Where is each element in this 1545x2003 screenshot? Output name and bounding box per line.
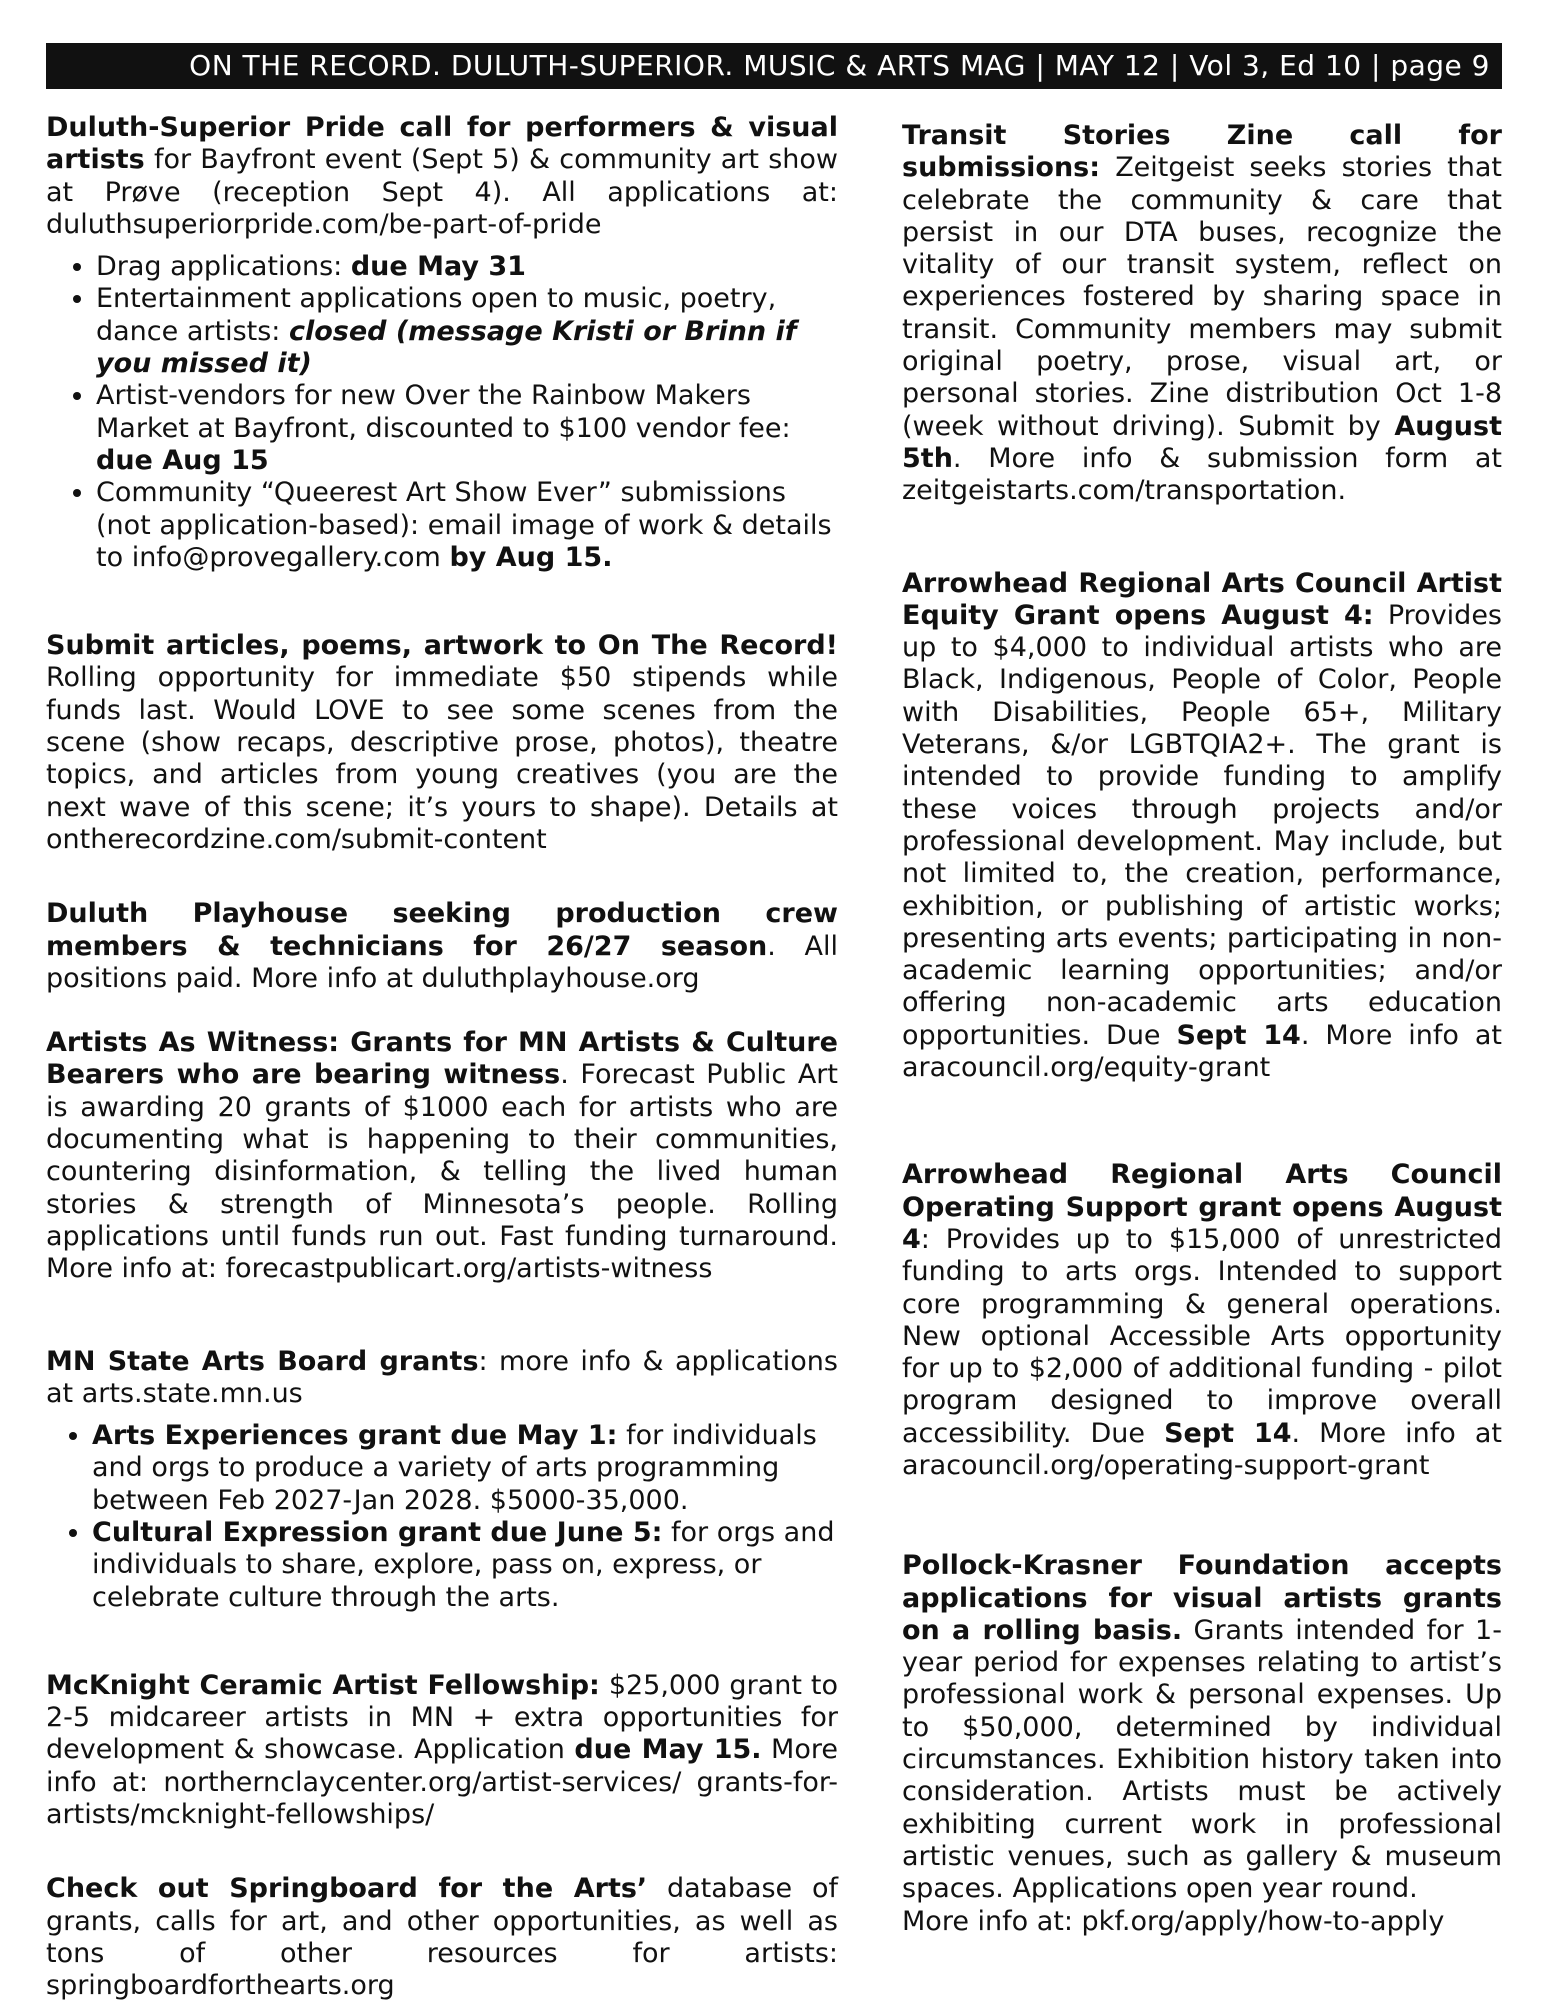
springboard-section xyxy=(46,1873,838,2002)
bullet-text: for individuals and orgs to produce a variety of arts programming between Feb 2027-Jan 2028. $5000-35,000. xyxy=(92,1420,817,1516)
pkf-body: Grants intended for 1-year period for expenses relating to artist’s professional work & personal expenses. Up to $50,000, determined by individual circumstances. Exhibition history taken into consideration. Artists must be actively exhibiting current work in professional artistic venues, such as gallery & museum spaces. Applications open year round. xyxy=(902,1614,1502,1905)
mcknight-body: $25,000 grant to 2-5 midcareer artists in MN + extra opportunities for development & showcase. Application xyxy=(46,1669,838,1766)
list-item xyxy=(96,477,838,574)
playhouse-heading: Duluth Playhouse seeking production crew members & technicians for 26/27 season xyxy=(46,898,838,962)
mcknight-section xyxy=(46,1670,838,1831)
transit-heading: Transit Stories Zine call for submissions: xyxy=(902,120,1502,184)
list-item xyxy=(92,1517,838,1614)
pride-heading: Duluth-Superior Pride call for performers & visual artists xyxy=(46,112,838,176)
witness-body: . Forecast Public Art is awarding 20 grants of $1000 each for artists who are documenting what is happening to their communities, countering disinformation, & telling the lived human stories & strength of Minnesota’s people. Rolling applications until funds run out. Fast funding turnaround. More info at: forecastpublicart.org/artists-witness xyxy=(46,1059,838,1285)
pride-section xyxy=(46,112,838,574)
otr-body: Rolling opportunity for immediate $50 stipends while funds last. Would LOVE to see some scenes from the scene (show recaps, descriptive prose, photos), theatre topics, and articles from young creatives (you are the next wave of this scene; it’s yours to shape). Details at ontherecordzine.com/submit-content xyxy=(46,662,838,855)
bullet-heading: Arts Experiences grant due May 1: xyxy=(92,1420,618,1452)
left-column xyxy=(46,112,838,2003)
operating-section xyxy=(902,1159,1502,1482)
bullet-text: Drag applications: xyxy=(96,251,351,283)
bullet-heading: Cultural Expression grant due June 5: xyxy=(92,1516,663,1548)
list-item xyxy=(96,380,838,477)
springboard-heading: Check out Springboard for the Arts’ xyxy=(46,1873,648,1905)
bullet-text: for orgs and individuals to share, explore, pass on, express, or celebrate culture through the arts. xyxy=(92,1516,835,1613)
msab-paragraph xyxy=(46,1346,838,1411)
equity-more-info: . More info at aracouncil.org/equity-grant xyxy=(902,1019,1502,1084)
bullet-deadline: due May 31 xyxy=(350,251,526,283)
list-item xyxy=(92,1420,838,1517)
bullet-deadline: closed (message Kristi or Brinn if you missed it) xyxy=(96,315,797,380)
equity-deadline: Sept 14 xyxy=(1176,1019,1301,1051)
pride-paragraph xyxy=(46,112,838,241)
equity-heading: Arrowhead Regional Arts Council Artist Equity Grant opens August 4: xyxy=(902,567,1502,631)
witness-section xyxy=(46,1027,838,1285)
equity-section xyxy=(902,568,1502,1085)
msab-body: : more info & applications at arts.state.mn.us xyxy=(46,1345,838,1409)
bullet-deadline: by Aug 15. xyxy=(449,541,613,573)
mcknight-heading: McKnight Ceramic Artist Fellowship: xyxy=(46,1669,600,1701)
otr-section xyxy=(46,630,838,856)
equity-body: Provides up to $4,000 to individual artists who are Black, Indigenous, People of Color, People with Disabilities, People 65+, Military Veterans, &/or LGBTQIA2+. The grant is intended to provide funding to amplify these voices through projects and/or professional development. May include, but not limited to, the creation, performance, exhibition, or publishing of artistic works; presenting arts events; participating in non-academic learning opportunities; and/or offering non-academic arts education opportunities. Due xyxy=(902,599,1503,1051)
operating-body: : Provides up to $15,000 of unrestricted funding to arts orgs. Intended to support core programming & general operations. New optional Accessible Arts opportunity for up to $2,000 of additional funding - pilot program designed to improve overall accessibility. Due xyxy=(902,1223,1502,1449)
playhouse-body: . All positions paid. More info at duluthplayhouse.org xyxy=(46,930,838,994)
witness-heading: Artists As Witness: Grants for MN Artists & Culture Bearers who are bearing witness xyxy=(46,1027,838,1091)
msab-bullet-list xyxy=(46,1420,838,1614)
bullet-text: Entertainment applications open to music, poetry, dance artists: xyxy=(96,283,777,347)
transit-more-info: . More info & submission form at zeitgeistarts.com/transportation. xyxy=(902,442,1502,507)
pkf-heading: Pollock-Krasner Foundation accepts applications for visual artists grants on a rolling basis. xyxy=(902,1550,1502,1646)
bullet-text: Community “Queerest Art Show Ever” submissions (not application-based): email image of work & details to info@provegallery.com xyxy=(96,477,832,573)
pride-bullet-list xyxy=(46,251,838,574)
masthead-text: ON THE RECORD. DULUTH-SUPERIOR. MUSIC & ARTS MAG | MAY 12 | Vol 3, Ed 10 | page 9 xyxy=(189,49,1490,82)
transit-deadline: August 5th xyxy=(902,410,1502,474)
bullet-deadline: due Aug 15 xyxy=(96,444,269,476)
transit-body: Zeitgeist seeks stories that celebrate the community & care that persist in our DTA buses, recognize the vitality of our transit system, reflect on experiences fostered by sharing space in transit. Community members may submit original poetry, prose, visual art, or personal stories. Zine distribution Oct 1-8 (week without driving). Submit by xyxy=(902,152,1502,442)
bullet-text: Artist-vendors for new Over the Rainbow Makers Market at Bayfront, discounted to $100 vendor fee: xyxy=(96,380,791,444)
list-item xyxy=(96,283,838,380)
masthead-bar xyxy=(46,43,1502,89)
right-column xyxy=(902,120,1502,1938)
operating-deadline: Sept 14 xyxy=(1164,1417,1292,1449)
operating-heading: Arrowhead Regional Arts Council Operating Support grant opens August 4 xyxy=(902,1159,1502,1255)
list-item xyxy=(96,251,838,283)
playhouse-section xyxy=(46,898,838,995)
pkf-paragraph xyxy=(902,1550,1502,1905)
pkf-more-info: More info at: pkf.org/apply/how-to-apply xyxy=(902,1905,1445,1937)
msab-section xyxy=(46,1346,838,1614)
operating-more-info: . More info at aracouncil.org/operating-support-grant xyxy=(902,1417,1502,1481)
transit-section xyxy=(902,120,1502,508)
msab-heading: MN State Arts Board grants xyxy=(46,1345,479,1377)
mcknight-deadline: due May 15. xyxy=(574,1734,762,1766)
pride-body: for Bayfront event (Sept 5) & community art show at Prøve (reception Sept 4). All applications at: duluthsuperiorpride.com/be-part-of-pride xyxy=(46,144,838,240)
otr-heading: Submit articles, poems, artwork to On The Record! xyxy=(46,630,838,662)
pkf-section xyxy=(902,1550,1502,1938)
mcknight-more-info: More info at: northernclaycenter.org/artist-services/ grants-for-artists/mcknight-fellowships/ xyxy=(46,1734,838,1831)
springboard-body: database of grants, calls for art, and other opportunities, as well as tons of other resources for artists: springboardforthearts.org xyxy=(46,1873,838,2002)
